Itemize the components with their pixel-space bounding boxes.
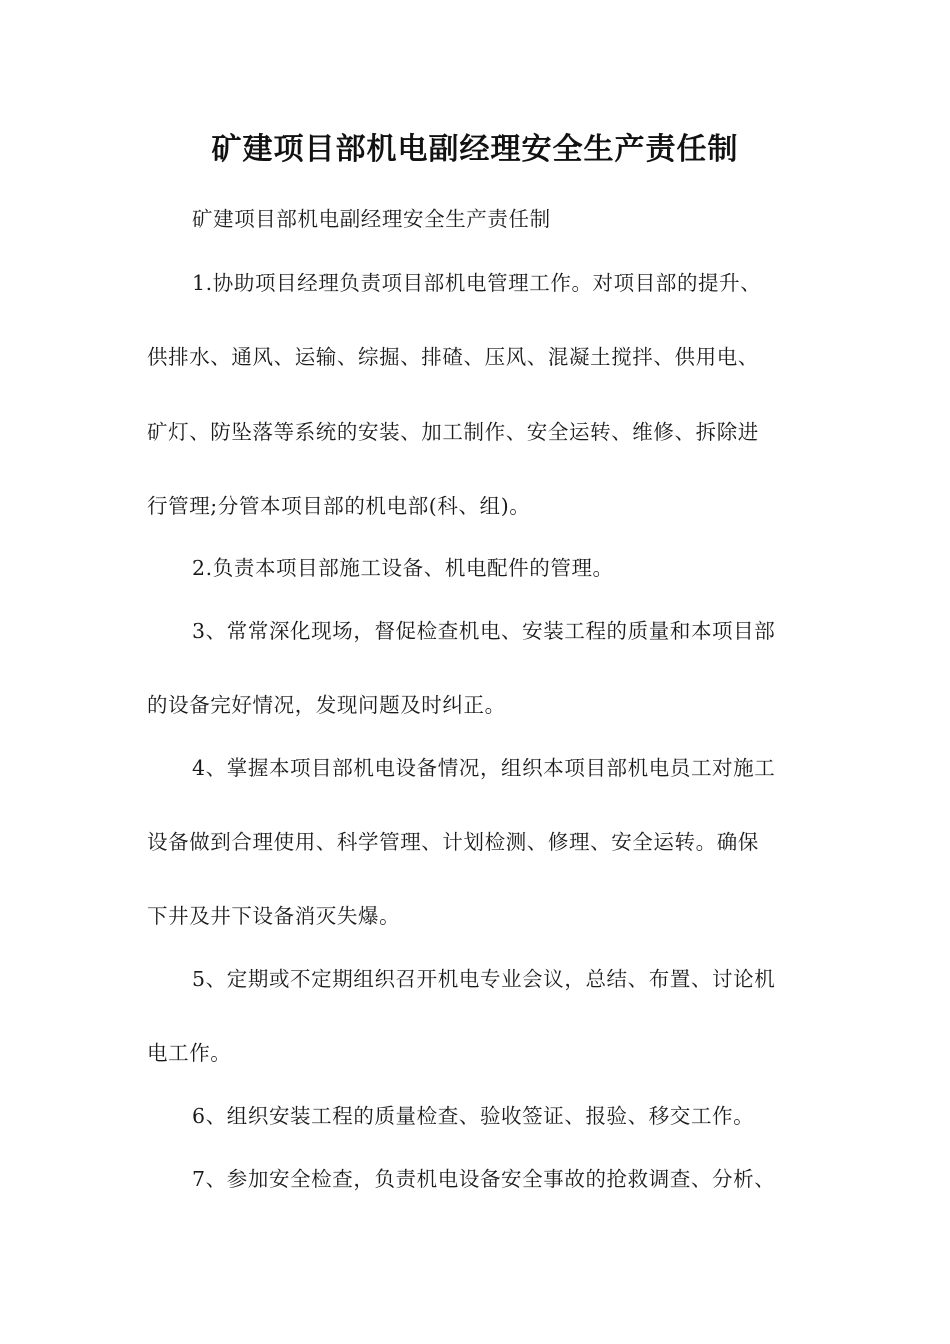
paragraph-4-line-3: 下井及井下设备消灭失爆。 xyxy=(147,904,401,928)
paragraph-1-line-3: 矿灯、防坠落等系统的安装、加工制作、安全运转、维修、拆除进 xyxy=(147,420,759,444)
paragraph-4-line-2: 设备做到合理使用、科学管理、计划检测、修理、安全运转。确保 xyxy=(147,830,759,854)
paragraph-5-line-1: 5、定期或不定期组织召开机电专业会议，总结、布置、讨论机 xyxy=(192,967,776,991)
paragraph-4-line-1: 4、掌握本项目部机电设备情况，组织本项目部机电员工对施工 xyxy=(192,756,776,780)
paragraph-3-line-2: 的设备完好情况，发现问题及时纠正。 xyxy=(147,693,506,717)
paragraph-1-line-1: 1.协助项目经理负责项目部机电管理工作。对项目部的提升、 xyxy=(192,271,762,295)
paragraph-1-line-4: 行管理;分管本项目部的机电部(科、组)。 xyxy=(147,494,531,518)
paragraph-6-line-1: 6、组织安装工程的质量检查、验收签证、报验、移交工作。 xyxy=(192,1104,755,1128)
subtitle-line: 矿建项目部机电副经理安全生产责任制 xyxy=(192,207,551,231)
paragraph-5-line-2: 电工作。 xyxy=(147,1041,232,1065)
document-title: 矿建项目部机电副经理安全生产责任制 xyxy=(211,132,739,167)
paragraph-7-line-1: 7、参加安全检查，负责机电设备安全事故的抢救调查、分析、 xyxy=(192,1167,776,1191)
paragraph-2-line-1: 2.负责本项目部施工设备、机电配件的管理。 xyxy=(192,556,614,580)
paragraph-3-line-1: 3、常常深化现场，督促检查机电、安装工程的质量和本项目部 xyxy=(192,619,776,643)
paragraph-1-line-2: 供排水、通风、运输、综掘、排碴、压风、混凝土搅拌、供用电、 xyxy=(147,345,759,369)
